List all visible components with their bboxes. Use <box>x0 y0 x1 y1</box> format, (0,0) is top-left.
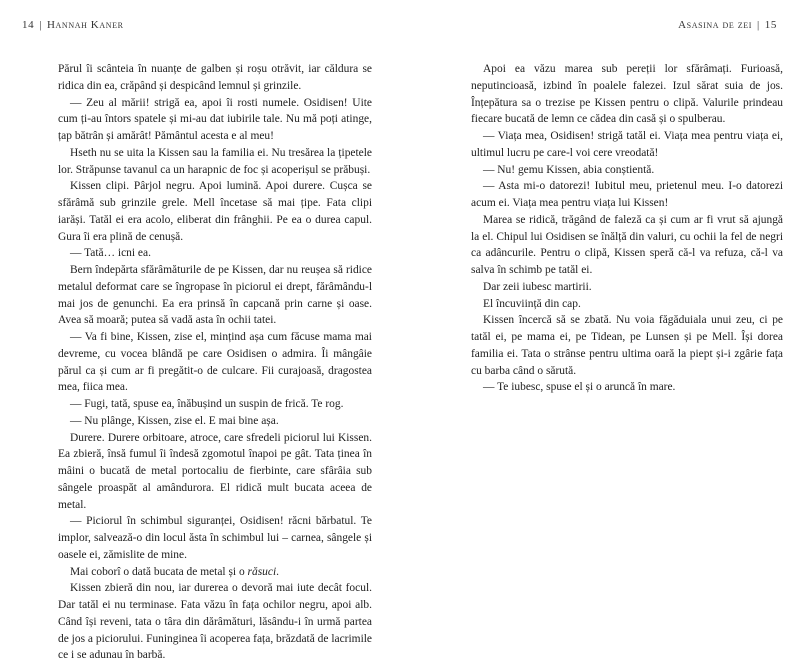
paragraph: — Zeu al mării! strigă ea, apoi îi rosti numele. Osidisen! Uite cum ți-au întors spatele și mi-au dat iubirile tale. Nu mă poți atinge, țap bătrân și amărât! Pământul acesta e al meu! <box>58 96 372 142</box>
paragraph: Dar zeii iubesc martirii. <box>483 280 592 293</box>
paragraph: — Fugi, tată, spuse ea, înăbușind un suspin de frică. Te rog. <box>70 398 344 410</box>
running-head-title: Asasina de zei <box>678 19 752 31</box>
header-separator: | <box>756 19 760 31</box>
paragraph-with-italic <box>58 564 372 581</box>
running-head-author: Hannah Kaner <box>47 19 124 31</box>
page-number: 14 <box>22 19 35 31</box>
page-number: 15 <box>764 19 777 31</box>
paragraph: — Nu! gemu Kissen, abia conștientă. <box>483 163 655 176</box>
paragraph: Kissen încercă să se zbată. Nu voia făgăduiala unui zeu, ci pe tatăl ei, pe mama ei, pe Tidean, pe Lunsen și pe Mell. Își dorea familia ei. Tata o strânse pentru ultima oară la piept și-i zgârie fața cu barba când o sărută. <box>471 314 783 377</box>
paragraph: El încuviință din cap. <box>483 297 581 310</box>
paragraph: — Te iubesc, spuse el și o aruncă în mare. <box>483 381 676 394</box>
paragraph: Părul îi scânteia în nuanțe de galben și roșu otrăvit, iar căldura se ridica din ea, crăpând și despicând lemnul și grinzile. <box>58 63 372 92</box>
paragraph: Marea se ridică, trăgând de faleză ca și cum ar fi vrut să ajungă la el. Chipul lui Osidisen se înălță din valuri, cu ochii la fel de negri ca adâncurile. Pentru o clipă, Kissen speră că-l va refuza, că-l va salva în schimb pe tatăl ei. <box>471 213 783 276</box>
paragraph: Kissen clipi. Pârjol negru. Apoi lumină. Apoi durere. Cușca se sfărâmă sub grinzile grele. Mell încetase să mai țipe. Fata clipi iarăși. Tatăl ei era acolo, eliberat din frânghii. Pe ea o durea capul. Gura îi era plină de cenușă. <box>58 180 372 243</box>
header-separator: | <box>39 19 43 31</box>
paragraph: Durere. Durere orbitoare, atroce, care sfredeli piciorul lui Kissen. Ea zbieră, însă fumul îi îndesă zgomotul înapoi pe gât. Tata ținea în mâini o bucată de metal portocaliu de fierbinte, care sfârâia sub sângele proaspăt al amândurora. El ridică mult bucata aceea de metal. <box>58 431 372 511</box>
left-page-body <box>58 61 372 664</box>
paragraph: — Piciorul în schimbul siguranței, Osidisen! răcni bărbatul. Te implor, salvează-o din locul ăsta în schimbul lui – carnea, sângele și oasele ei, zămislite de mine. <box>58 515 372 561</box>
paragraph: — Asta mi-o datorezi! Iubitul meu, prietenul meu. I-o datorezi acum ei. Viața mea pentru viața lui Kissen! <box>471 180 783 209</box>
paragraph: — Nu plânge, Kissen, zise el. E mai bine așa. <box>70 414 279 427</box>
right-page <box>400 0 800 614</box>
paragraph-end: . <box>276 565 279 578</box>
paragraph: — Viața mea, Osidisen! strigă tatăl ei. Viața mea pentru viața ei, ultimul lucru pe care-l voi cere vreodată! <box>471 130 783 159</box>
paragraph-text: Mai coborî o dată bucata de metal și o <box>70 565 248 578</box>
paragraph: Bern îndepărta sfărâmăturile de pe Kissen, dar nu reușea să ridice metalul deformat care se îngropase în piciorul ei drept, fărâmându-l mai jos de genunchi. Ea era prinsă în capcană prin carne și oase. Avea să moară; putea să vadă asta în ochii tatei. <box>58 264 372 327</box>
paragraph: Kissen zbieră din nou, iar durerea o devoră mai iute decât focul. Dar tatăl ei nu terminase. Fata văzu în fața ochilor negru, apoi alb. Când își reveni, tata o târa din dărâmături, lăsându-i în urmă partea de jos a piciorului. Funinginea îi acoperea fața, brăzdată de lacrimile ce i se adunau în barbă. <box>58 582 372 662</box>
left-page <box>0 0 400 662</box>
right-page-header <box>678 19 777 31</box>
left-page-header <box>22 19 124 31</box>
right-page-body <box>471 61 783 396</box>
paragraph: Hseth nu se uita la Kissen sau la familia ei. Nu tresărea la țipetele lor. Străpunse tavanul ca un harapnic de foc și acoperișul se prăbuși. <box>58 146 372 176</box>
paragraph: — Va fi bine, Kissen, zise el, mințind așa cum făcuse mama mai devreme, cu vocea blândă pe care Osidisen o admira. Îi mângâie părul ca și cum ar fi pregătit-o de culcare. Fii curajoasă, dragostea mea, fiica mea. <box>58 331 372 394</box>
paragraph: — Tată… icni ea. <box>70 247 151 260</box>
paragraph: Apoi ea văzu marea sub pereții lor sfărâmați. Furioasă, neputincioasă, izbind în poalele falezei. Izul sărat suia de jos. Înțepătura sa o trezise pe Kissen pentru o clipă. Valurile prindeau fiecare bucată de lemn ce cădea din casă și o spulberau. <box>471 63 783 126</box>
italic-word: răsuci <box>247 565 277 578</box>
